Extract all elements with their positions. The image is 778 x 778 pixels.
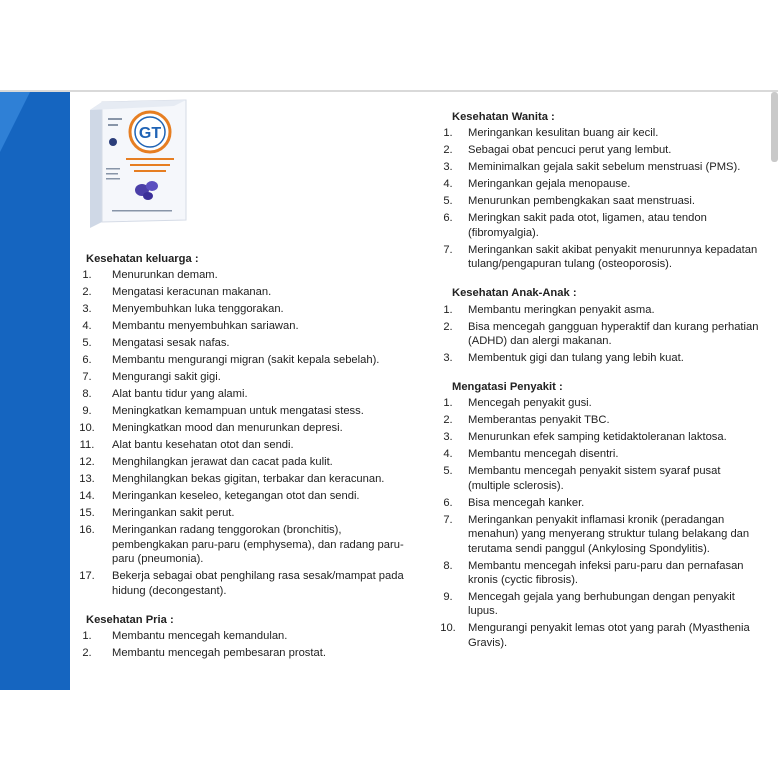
list-item: 3. Menurunkan efek samping ketidaktoleranan laktosa.: [443, 431, 727, 444]
list-item: 3. Meminimalkan gejala sakit sebelum menstruasi (PMS).: [443, 161, 741, 174]
list-item: 6. Bisa mencegah kanker.: [443, 496, 585, 509]
right-column: [428, 110, 763, 653]
list-item: 2. Membantu mencegah pembesaran prostat.: [82, 647, 326, 660]
family-health-list: [62, 268, 417, 598]
list-item: 2. Bisa mencegah gangguan hyperaktif dan kurang perhatian (ADHD) dan alergi makanan.: [443, 320, 759, 348]
list-item: 3. Menyembuhkan luka tenggorakan.: [82, 303, 284, 316]
scrollbar-thumb[interactable]: [771, 92, 778, 162]
blue-side-strip: [0, 92, 70, 690]
list-item: 8. Alat bantu tidur yang alami.: [82, 388, 248, 401]
men-health-heading: Kesehatan Pria :: [86, 613, 174, 626]
list-item: 1. Menurunkan demam.: [82, 269, 218, 282]
disease-heading: Mengatasi Penyakit :: [452, 381, 563, 394]
list-item: 3. Membentuk gigi dan tulang yang lebih kuat.: [443, 352, 684, 365]
disease-list: [428, 396, 763, 650]
women-health-list: [428, 126, 763, 271]
list-item: 1. Meringankan kesulitan buang air kecil.: [443, 127, 659, 140]
list-item: 4. Membantu menyembuhkan sariawan.: [82, 320, 299, 333]
list-item: 17. Bekerja sebagai obat penghilang rasa sesak/mampat pada hidung (decongestant).: [79, 570, 404, 597]
list-item: 7. Mengurangi sakit gigi.: [82, 371, 221, 384]
list-item: 11. Alat bantu kesehatan otot dan sendi.: [79, 439, 294, 452]
list-item: 1. Mencegah penyakit gusi.: [443, 397, 592, 410]
list-item: 4. Meringankan gejala menopause.: [443, 178, 631, 191]
list-item: 13. Menghilangkan bekas gigitan, terbakar dan keracunan.: [79, 473, 385, 486]
left-column: [62, 252, 417, 663]
list-item: 7. Meringankan sakit akibat penyakit menurunnya kepadatan tulang/pengapuran tulang (osteoporosis).: [443, 243, 758, 271]
list-item: 12. Menghilangkan jerawat dan cacat pada kulit.: [79, 456, 333, 469]
list-item: 15. Meringankan sakit perut.: [79, 507, 235, 520]
list-item: 16. Meringankan radang tenggorokan (bronchitis), pembengkakan paru-paru (emphysema), dan radang paru-paru (pneumonia).: [79, 524, 404, 566]
list-item: 10. Mengurangi penyakit lemas otot yang parah (Myasthenia Gravis).: [440, 622, 750, 649]
list-item: 6. Membantu mengurangi migran (sakit kepala sebelah).: [82, 354, 380, 367]
list-item: 5. Membantu mencegah penyakit sistem syaraf pusat (multiple sclerosis).: [443, 465, 721, 492]
product-logo-text: GT: [138, 125, 162, 142]
list-item: 2. Memberantas penyakit TBC.: [443, 414, 610, 427]
list-item: 1. Membantu meringkan penyakit asma.: [443, 303, 655, 316]
list-item: 1. Membantu mencegah kemandulan.: [82, 630, 288, 643]
list-item: 7. Meringankan penyakit inflamasi kronik (peradangan menahun) yang menyerang struktur tulang belakang dan terutama sendi panggul (Ankylosing Spondylitis).: [443, 513, 750, 555]
children-health-heading: Kesehatan Anak-Anak :: [452, 287, 577, 300]
list-item: 2. Sebagai obat pencuci perut yang lembut.: [443, 144, 672, 157]
list-item: 9. Mencegah gejala yang berhubungan dengan penyakit lupus.: [443, 591, 735, 618]
list-item: 8. Membantu mencegah infeksi paru-paru dan pernafasan kronis (cyctic fibrosis).: [443, 559, 744, 587]
top-divider: [0, 90, 778, 92]
list-item: 4. Membantu mencegah disentri.: [443, 448, 619, 461]
list-item: 10. Meningkatkan mood dan menurunkan depresi.: [79, 422, 343, 435]
product-box-image: [82, 98, 192, 230]
list-item: 9. Meningkatkan kemampuan untuk mengatasi stess.: [82, 405, 364, 418]
women-health-heading: Kesehatan Wanita :: [452, 111, 555, 123]
men-health-list: [62, 629, 417, 660]
list-item: 6. Meringkan sakit pada otot, ligamen, atau tendon (fibromyalgia).: [443, 212, 707, 239]
list-item: 2. Mengatasi keracunan makanan.: [82, 286, 272, 299]
list-item: 5. Menurunkan pembengkakan saat menstruasi.: [443, 195, 695, 208]
children-health-list: [428, 303, 763, 366]
top-margin: [0, 0, 778, 90]
list-item: 14. Meringankan keseleo, ketegangan otot dan sendi.: [79, 490, 360, 503]
bottom-margin: [0, 690, 778, 778]
list-item: 5. Mengatasi sesak nafas.: [82, 337, 230, 350]
family-health-heading: Kesehatan keluarga :: [86, 253, 199, 265]
